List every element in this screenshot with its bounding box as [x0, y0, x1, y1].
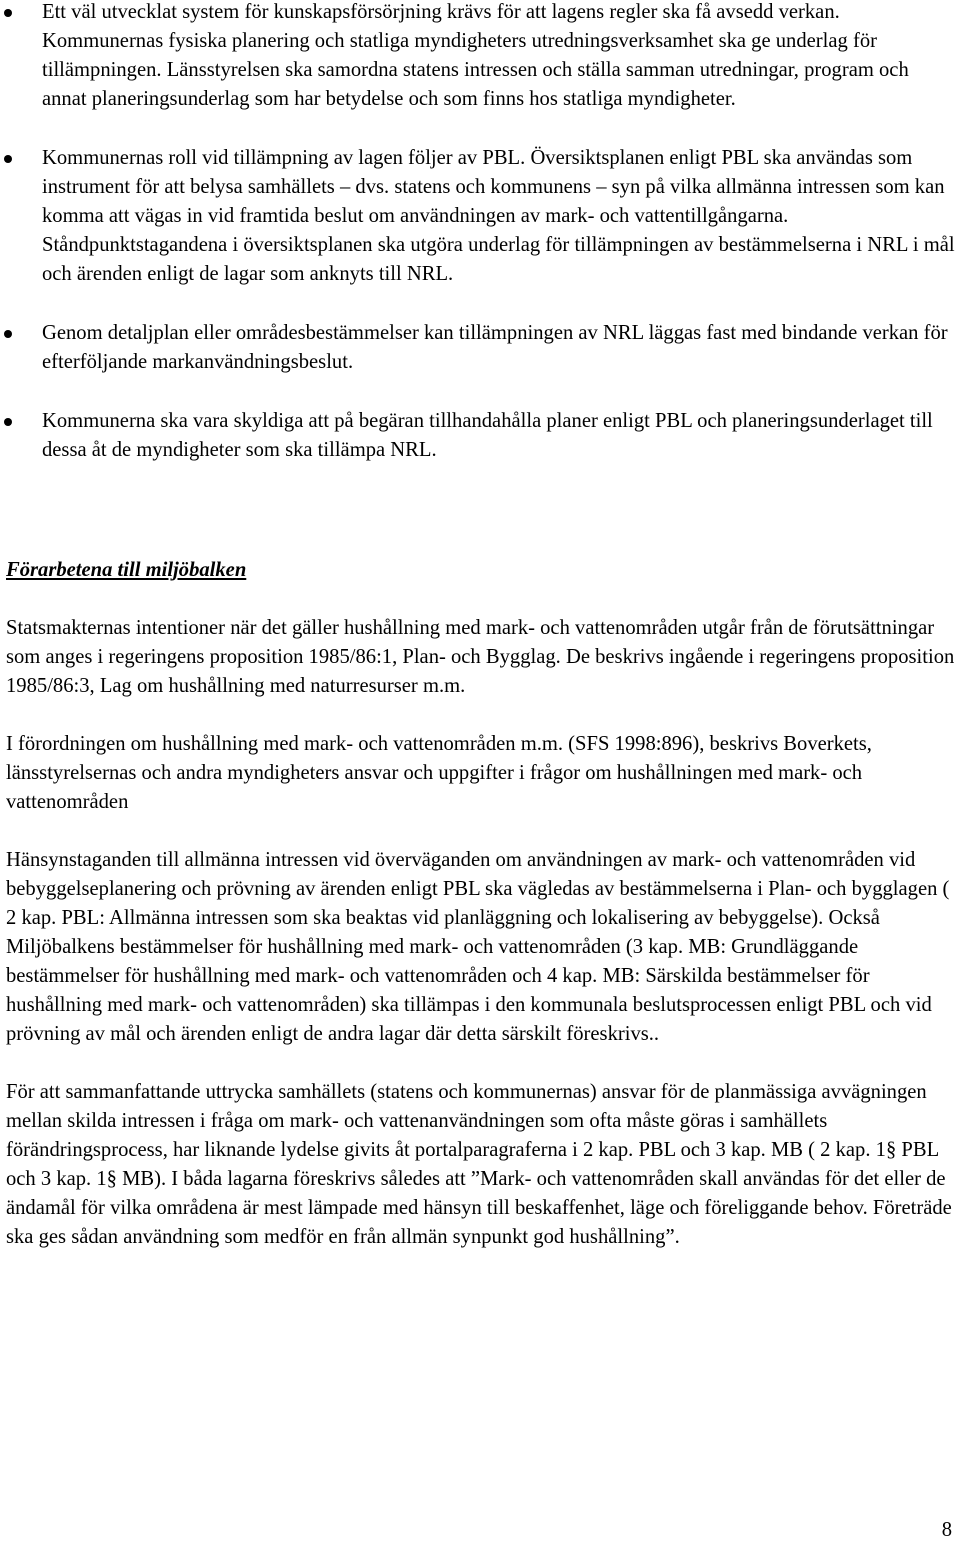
- paragraph-1: Statsmakternas intentioner när det gäller hushållning med mark- och vattenområden utgår från de förutsättningar som anges i regeringens proposition 1985/86:1, Plan- och Bygglag. De beskrivs ingående i regeringens proposition 1985/86:3, Lag om hushållning med naturresurser m.m.: [6, 617, 955, 697]
- bullet-icon: [4, 330, 12, 338]
- bullet-text: Ett väl utvecklat system för kunskapsförsörjning krävs för att lagens regler ska få avsedd verkan. Kommunernas fysiska planering och statliga myndigheters utredningsverksamhet ska ge underlag för tillämpningen. Länsstyrelsen ska samordna statens intressen och ställa samman utredningar, program och annat planeringsunderlag som har betydelse och som finns hos statliga myndigheter.: [42, 1, 909, 110]
- bullet-icon: [4, 418, 12, 426]
- bullet-icon: [4, 155, 12, 163]
- bullet-icon: [4, 9, 12, 17]
- bullet-list: [0, 0, 958, 495]
- bullet-item-2: [0, 144, 958, 289]
- bullet-item-1: [0, 0, 958, 114]
- section-heading: Förarbetena till miljöbalken: [6, 559, 247, 581]
- bullet-item-4: [0, 407, 958, 465]
- bullet-text: Genom detaljplan eller områdesbestämmelser kan tillämpningen av NRL läggas fast med bindande verkan för efterföljande markanvändningsbeslut.: [42, 322, 948, 373]
- page-number: 8: [941, 1519, 952, 1541]
- section-forarbeten: [6, 556, 958, 1281]
- paragraph-2: I förordningen om hushållning med mark- och vattenområden m.m. (SFS 1998:896), beskrivs Boverkets, länsstyrelsernas och andra myndigheters ansvar och uppgifter i frågor om hushållningen med mark- och vattenområden: [6, 733, 872, 813]
- bullet-item-3: [0, 319, 958, 377]
- bullet-text: Kommunernas roll vid tillämpning av lagen följer av PBL. Översiktsplanen enligt PBL ska användas som instrument för att belysa samhällets – dvs. statens och kommunens – syn på vilka allmänna intressen som kan komma att vägas in vid framtida beslut om användningen av mark- och vattentillgångarna. Ståndpunktstagandena i översiktsplanen ska utgöra underlag för tillämpningen av bestämmelserna i NRL i mål och ärenden enligt de lagar som anknyts till NRL.: [42, 147, 955, 285]
- paragraph-3: Hänsynstaganden till allmänna intressen vid överväganden om användningen av mark- och vattenområden vid bebyggelseplanering och prövning av ärenden enligt PBL ska vägledas av bestämmelserna i Plan- och bygglagen ( 2 kap. PBL: Allmänna intressen som ska beaktas vid planläggning och lokalisering av bebyggelse). Också Miljöbalkens bestämmelser för hushållning med mark- och vattenområden (3 kap. MB: Grundläggande bestämmelser för hushållning med mark- och vattenområden och 4 kap. MB: Särskilda bestämmelser för hushållning med mark- och vattenområden) ska tillämpas i den kommunala beslutsprocessen enligt PBL och vid prövning av mål och ärenden enligt de andra lagar där detta särskilt föreskrivs..: [6, 849, 950, 1045]
- paragraph-4: För att sammanfattande uttrycka samhällets (statens och kommunernas) ansvar för de planmässiga avvägningen mellan skilda intressen i fråga om mark- och vattenanvändningen som ofta måste göras i samhällets förändringsprocess, har liknande lydelse givits åt portalparagraferna i 2 kap. PBL och 3 kap. MB ( 2 kap. 1§ PBL och 3 kap. 1§ MB). I båda lagarna föreskrivs således att ”Mark- och vattenområden skall användas för det eller de ändamål för vilka områdena är mest lämpade med hänsyn till beskaffenhet, läge och föreliggande behov. Företräde ska ges sådan användning som medför en från allmän synpunkt god hushållning”.: [6, 1081, 952, 1248]
- bullet-text: Kommunerna ska vara skyldiga att på begäran tillhandahålla planer enligt PBL och planeringsunderlaget till dessa åt de myndigheter som ska tillämpa NRL.: [42, 410, 933, 461]
